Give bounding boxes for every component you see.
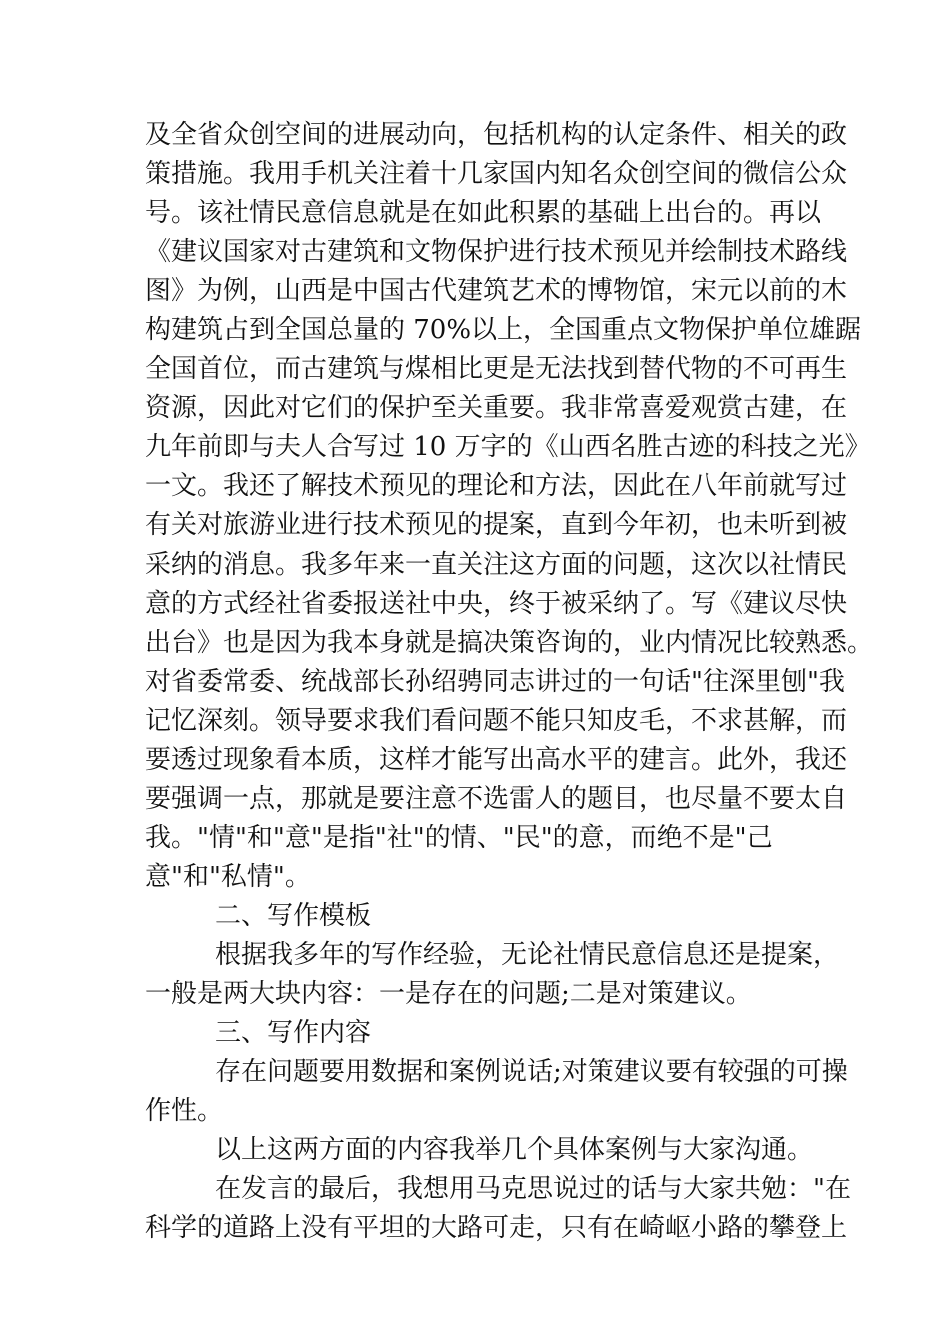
paragraph-line: 号。该社情民意信息就是在如此积累的基础上出台的。再以 — [145, 198, 822, 229]
paragraph-line: 意的方式经社省委报送社中央，终于被采纳了。写《建议尽快 — [145, 588, 848, 619]
paragraph-line: 我。"情"和"意"是指"社"的情、"民"的意，而绝不是"己 — [145, 822, 773, 853]
paragraph-line: 一文。我还了解技术预见的理论和方法，因此在八年前就写过 — [145, 471, 848, 502]
section-heading: 三、写作内容 — [215, 1018, 372, 1049]
paragraph-line: 根据我多年的写作经验，无论社情民意信息还是提案， — [215, 939, 840, 970]
paragraph-line: 九年前即与夫人合写过 10 万字的《山西名胜古迹的科技之光》 — [145, 432, 871, 463]
paragraph-line: 资源，因此对它们的保护至关重要。我非常喜爱观赏古建，在 — [145, 393, 848, 424]
paragraph-line: 全国首位，而古建筑与煤相比更是无法找到替代物的不可再生 — [145, 354, 848, 385]
paragraph-line: 及全省众创空间的进展动向，包括机构的认定条件、相关的政 — [145, 120, 848, 150]
paragraph-line: 意"和"私情"。 — [145, 861, 311, 892]
paragraph-line: 图》为例，山西是中国古代建筑艺术的博物馆，宋元以前的木 — [145, 276, 848, 307]
paragraph-line: 科学的道路上没有平坦的大路可走，只有在崎岖小路的攀登上 — [145, 1213, 848, 1244]
paragraph-line: 一般是两大块内容：一是存在的问题;二是对策建议。 — [145, 979, 752, 1010]
paragraph-line: 记忆深刻。领导要求我们看问题不能只知皮毛，不求甚解，而 — [145, 705, 848, 736]
paragraph-line: 要透过现象看本质，这样才能写出高水平的建言。此外，我还 — [145, 744, 848, 775]
paragraph-line: 以上这两方面的内容我举几个具体案例与大家沟通。 — [215, 1135, 814, 1166]
paragraph-line: 作性。 — [145, 1096, 224, 1127]
paragraph-line: 采纳的消息。我多年来一直关注这方面的问题，这次以社情民 — [145, 549, 848, 580]
paragraph-line: 在发言的最后，我想用马克思说过的话与大家共勉："在 — [215, 1174, 851, 1205]
paragraph-line: 对省委常委、统战部长孙绍骋同志讲过的一句话"往深里刨"我 — [145, 666, 845, 697]
section-heading: 二、写作模板 — [215, 900, 372, 931]
paragraph-line: 存在问题要用数据和案例说话;对策建议要有较强的可操 — [215, 1057, 848, 1088]
paragraph-line: 要强调一点，那就是要注意不选雷人的题目，也尽量不要太自 — [145, 783, 848, 814]
paragraph-line: 有关对旅游业进行技术预见的提案，直到今年初，也未听到被 — [145, 510, 848, 541]
paragraph-line: 《建议国家对古建筑和文物保护进行技术预见并绘制技术路线 — [145, 237, 848, 268]
paragraph-line: 策措施。我用手机关注着十几家国内知名众创空间的微信公众 — [145, 159, 848, 190]
paragraph-line: 构建筑占到全国总量的 70%以上，全国重点文物保护单位雄踞 — [145, 315, 862, 346]
paragraph-line: 出台》也是因为我本身就是搞决策咨询的，业内情况比较熟悉。 — [145, 627, 874, 658]
document-body-text — [145, 116, 874, 1248]
